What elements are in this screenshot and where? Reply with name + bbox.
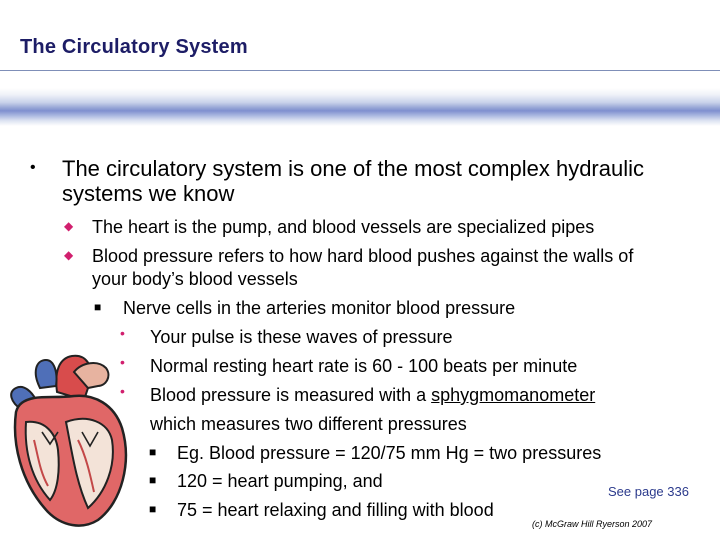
see-page-reference: See page 336 bbox=[608, 484, 689, 499]
diamond-bullet-icon: ◆ bbox=[64, 248, 74, 262]
bullet-text-7-prefix: Blood pressure is measured with a bbox=[150, 385, 432, 405]
bullet-text-3a: Blood pressure refers to how hard blood pushes against the walls of bbox=[92, 246, 634, 266]
square-bullet-icon: ■ bbox=[149, 502, 157, 516]
slide-title: The Circulatory System bbox=[20, 36, 248, 58]
bullet-text-7a bbox=[150, 384, 595, 406]
dot-bullet-icon: • bbox=[120, 383, 125, 399]
diamond-bullet-icon: ◆ bbox=[64, 219, 74, 233]
dot-bullet-icon: • bbox=[120, 325, 125, 341]
bullet-text-8: Eg. Blood pressure = 120/75 mm Hg = two pressures bbox=[177, 443, 602, 463]
heart-icon bbox=[2, 352, 134, 532]
bullet-text-9: 120 = heart pumping, and bbox=[177, 471, 383, 491]
copyright-notice: (c) McGraw Hill Ryerson 2007 bbox=[532, 519, 653, 529]
bullet-text-5: Your pulse is these waves of pressure bbox=[150, 327, 453, 347]
decorative-band bbox=[0, 88, 720, 126]
bullet-text-6: Normal resting heart rate is 60 - 100 beats per minute bbox=[150, 356, 578, 376]
bullet-text-1b: systems we know bbox=[62, 181, 235, 206]
bullet-text-10: 75 = heart relaxing and filling with blood bbox=[177, 500, 494, 520]
square-bullet-icon: ■ bbox=[149, 445, 157, 459]
sphygmomanometer-link[interactable]: sphygmomanometer bbox=[431, 385, 596, 405]
title-divider bbox=[0, 70, 720, 71]
bullet-text-3b: your body’s blood vessels bbox=[92, 269, 298, 289]
dot-bullet-icon: • bbox=[120, 354, 125, 370]
bullet-text-2: The heart is the pump, and blood vessels are specialized pipes bbox=[92, 217, 595, 237]
bullet-text-7b: which measures two different pressures bbox=[150, 414, 467, 434]
bullet-text-4: Nerve cells in the arteries monitor blood pressure bbox=[123, 298, 516, 318]
bullet-dot-icon: • bbox=[30, 159, 36, 176]
square-bullet-icon: ■ bbox=[94, 300, 102, 314]
bullet-text-1a: The circulatory system is one of the most complex hydraulic bbox=[62, 156, 645, 181]
square-bullet-icon: ■ bbox=[149, 473, 157, 487]
